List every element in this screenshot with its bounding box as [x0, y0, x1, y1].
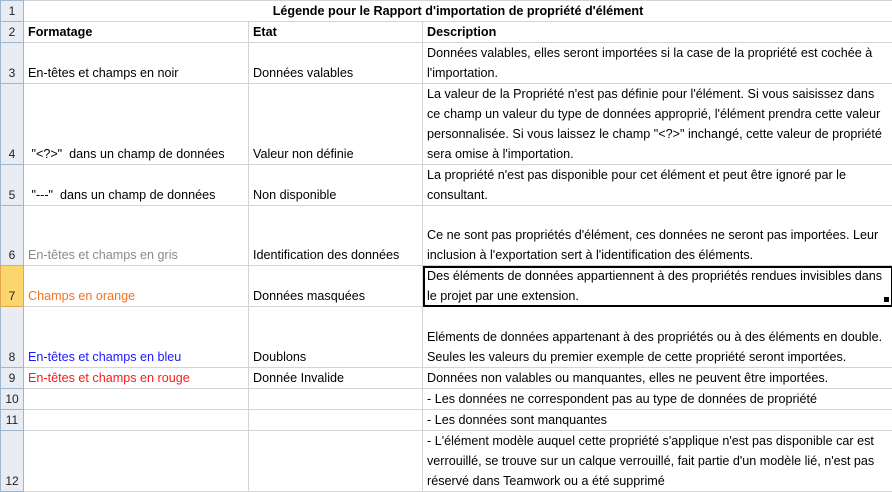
- table-row: [1, 368, 892, 389]
- table-row: [1, 307, 892, 368]
- table-row: [1, 410, 892, 431]
- table-row: [1, 389, 892, 410]
- formatage-cell[interactable]: "<?>" dans un champ de données: [24, 84, 249, 165]
- formatage-cell[interactable]: "---" dans un champ de données: [24, 165, 249, 206]
- formatage-cell[interactable]: En-têtes et champs en bleu: [24, 307, 249, 368]
- description-cell[interactable]: - Les données ne correspondent pas au type de données de propriété: [423, 389, 892, 410]
- etat-cell[interactable]: Non disponible: [249, 165, 423, 206]
- etat-cell[interactable]: Valeur non définie: [249, 84, 423, 165]
- table-row: [1, 206, 892, 266]
- etat-cell[interactable]: Identification des données: [249, 206, 423, 266]
- row-header[interactable]: 9: [1, 368, 24, 389]
- etat-cell[interactable]: [249, 431, 423, 492]
- row-header[interactable]: 2: [1, 22, 24, 43]
- description-cell[interactable]: La valeur de la Propriété n'est pas définie pour l'élément. Si vous saisissez dans ce champ un valeur du type de données approprié, l'élément prendra cette valeur personnalisée. Si vous laissez le champ "<?>" inchangé, cette valeur de propriété sera omise à l'importation.: [423, 84, 892, 165]
- formatage-cell[interactable]: [24, 410, 249, 431]
- description-cell[interactable]: - Les données sont manquantes: [423, 410, 892, 431]
- description-cell[interactable]: La propriété n'est pas disponible pour cet élément et peut être ignoré par le consultant.: [423, 165, 892, 206]
- formatage-cell[interactable]: Champs en orange: [24, 266, 249, 307]
- header-row: [1, 22, 892, 43]
- row-header[interactable]: 1: [1, 1, 24, 22]
- active-description-cell[interactable]: Des éléments de données appartiennent à des propriétés rendues invisibles dans le projet par une extension.: [423, 266, 892, 307]
- description-cell[interactable]: Ce ne sont pas propriétés d'élément, ces données ne seront pas importées. Leur inclusion à l'exportation sert à l'identification des éléments.: [423, 206, 892, 266]
- formatage-cell[interactable]: En-têtes et champs en rouge: [24, 368, 249, 389]
- etat-cell[interactable]: Doublons: [249, 307, 423, 368]
- row-header[interactable]: 4: [1, 84, 24, 165]
- row-header[interactable]: 3: [1, 43, 24, 84]
- header-etat[interactable]: Etat: [249, 22, 423, 43]
- row-header-selected[interactable]: 7: [1, 266, 24, 307]
- etat-cell[interactable]: [249, 389, 423, 410]
- formatage-cell[interactable]: [24, 389, 249, 410]
- header-description[interactable]: Description: [423, 22, 892, 43]
- table-row: [1, 431, 892, 492]
- description-cell[interactable]: Données valables, elles seront importées si la case de la propriété est cochée à l'importation.: [423, 43, 892, 84]
- etat-cell[interactable]: Données masquées: [249, 266, 423, 307]
- sheet-title[interactable]: Légende pour le Rapport d'importation de propriété d'élément: [24, 1, 892, 22]
- description-cell[interactable]: Données non valables ou manquantes, elles ne peuvent être importées.: [423, 368, 892, 389]
- row-header[interactable]: 12: [1, 431, 24, 492]
- formatage-cell[interactable]: En-têtes et champs en gris: [24, 206, 249, 266]
- row-header[interactable]: 11: [1, 410, 24, 431]
- etat-cell[interactable]: Donnée Invalide: [249, 368, 423, 389]
- row-header[interactable]: 6: [1, 206, 24, 266]
- description-cell[interactable]: - L'élément modèle auquel cette propriété s'applique n'est pas disponible car est verrouillé, se trouve sur un calque verrouillé, fait partie d'un modèle lié, n'est pas réservé dans Teamwork ou a été supprimé: [423, 431, 892, 492]
- etat-cell[interactable]: [249, 410, 423, 431]
- formatage-cell[interactable]: En-têtes et champs en noir: [24, 43, 249, 84]
- row-header[interactable]: 10: [1, 389, 24, 410]
- table-row: [1, 165, 892, 206]
- header-formatage[interactable]: Formatage: [24, 22, 249, 43]
- description-cell[interactable]: Eléments de données appartenant à des propriétés ou à des éléments en double. Seules les valeurs du premier exemple de cette propriété seront importées.: [423, 307, 892, 368]
- table-row: [1, 266, 892, 307]
- etat-cell[interactable]: Données valables: [249, 43, 423, 84]
- row-header[interactable]: 5: [1, 165, 24, 206]
- fill-handle[interactable]: [884, 297, 889, 302]
- table-row: [1, 43, 892, 84]
- sheet-row: [1, 1, 892, 22]
- formatage-cell[interactable]: [24, 431, 249, 492]
- row-header[interactable]: 8: [1, 307, 24, 368]
- table-row: [1, 84, 892, 165]
